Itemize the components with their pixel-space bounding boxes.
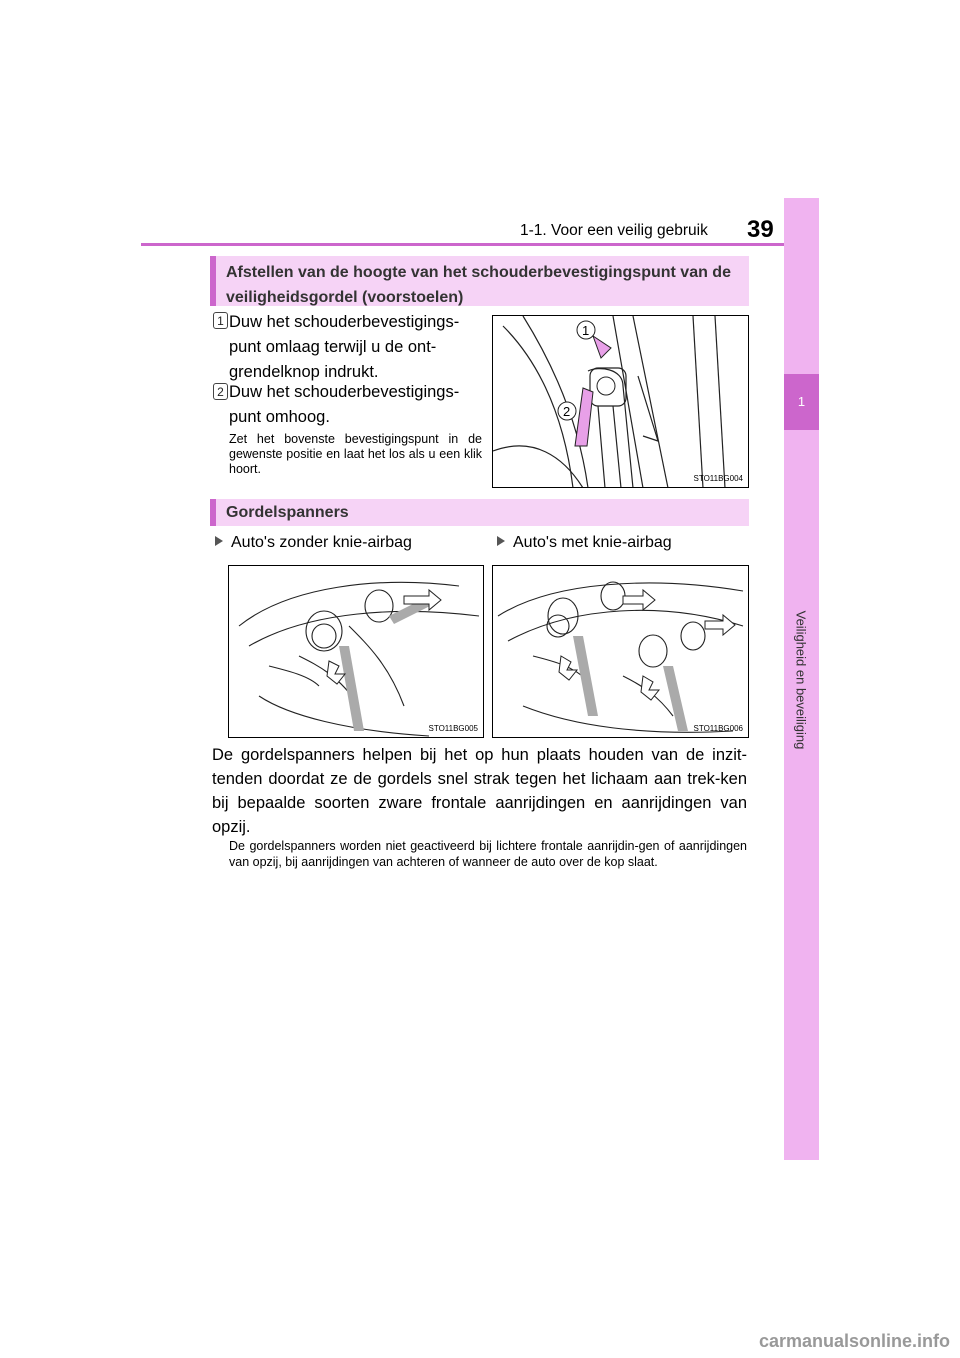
section-heading-belt-height: Afstellen van de hoogte van het schouderbevestigingspunt van de veiligheidsgordel (voorstoelen): [210, 256, 749, 306]
figure-code: STO11BG005: [428, 724, 478, 733]
figure-no-knee-airbag: [228, 565, 484, 738]
variant-label-with-knee-airbag: Auto's met knie-airbag: [497, 534, 672, 552]
arrow-down-icon: [593, 336, 611, 358]
pretensioner-description: De gordelspanners helpen bij het op hun plaats houden van de inzit-tenden doordat ze de gordels snel strak tegen het lichaam aan trek-ken bij bepaalde soorten zware frontale aanrijdingen en aanrijdingen van opzij.: [212, 746, 747, 836]
section-heading-pretensioners: Gordelspanners: [210, 499, 749, 526]
pretensioner-note: De gordelspanners worden niet geactiveerd bij lichtere frontale aanrijdin-gen of aanrijdingen van opzij, bij aanrijdingen van achteren of wanneer de auto over de kop slaat.: [229, 839, 747, 869]
triangle-bullet-icon: [215, 536, 223, 546]
triangle-bullet-icon: [497, 536, 505, 546]
arrow-right-icon: [623, 590, 655, 610]
callout-1: 1: [582, 323, 590, 338]
page-number: 39: [747, 216, 774, 243]
callout-2: 2: [563, 404, 571, 419]
header-section-title: 1-1. Voor een veilig gebruik: [520, 222, 708, 239]
step-2-text: Duw het schouderbevestigings-punt omhoog.: [229, 383, 460, 426]
chapter-number: 1: [784, 374, 819, 430]
figure-code: STO11BG006: [693, 724, 743, 733]
step-badge-2: 2: [213, 383, 228, 400]
belt-anchor-illustration: [493, 316, 749, 488]
figure-belt-anchor: [492, 315, 749, 488]
step-badge-1: 1: [213, 312, 228, 329]
watermark: carmanualsonline.info: [758, 1331, 950, 1351]
step-note: Zet het bovenste bevestigingspunt in de gewenste positie en laat het los als u een klik hoort.: [229, 432, 482, 476]
arrow-down-icon: [559, 656, 577, 680]
header-rule: [141, 243, 819, 246]
car-interior-illustration: [493, 566, 749, 738]
figure-code: STO11BG004: [693, 474, 743, 483]
variant-label-no-knee-airbag: Auto's zonder knie-airbag: [215, 534, 412, 552]
chapter-label: Veiligheid en beveiliging: [793, 610, 809, 750]
arrow-up-icon: [575, 388, 593, 446]
step-1-text: Duw het schouderbevestigings-punt omlaag terwijl u de ont-grendelknop indrukt.: [229, 313, 460, 381]
arrow-right-icon: [705, 615, 735, 635]
car-interior-illustration: [229, 566, 484, 738]
arrow-down-icon: [641, 676, 659, 700]
figure-with-knee-airbag: [492, 565, 749, 738]
